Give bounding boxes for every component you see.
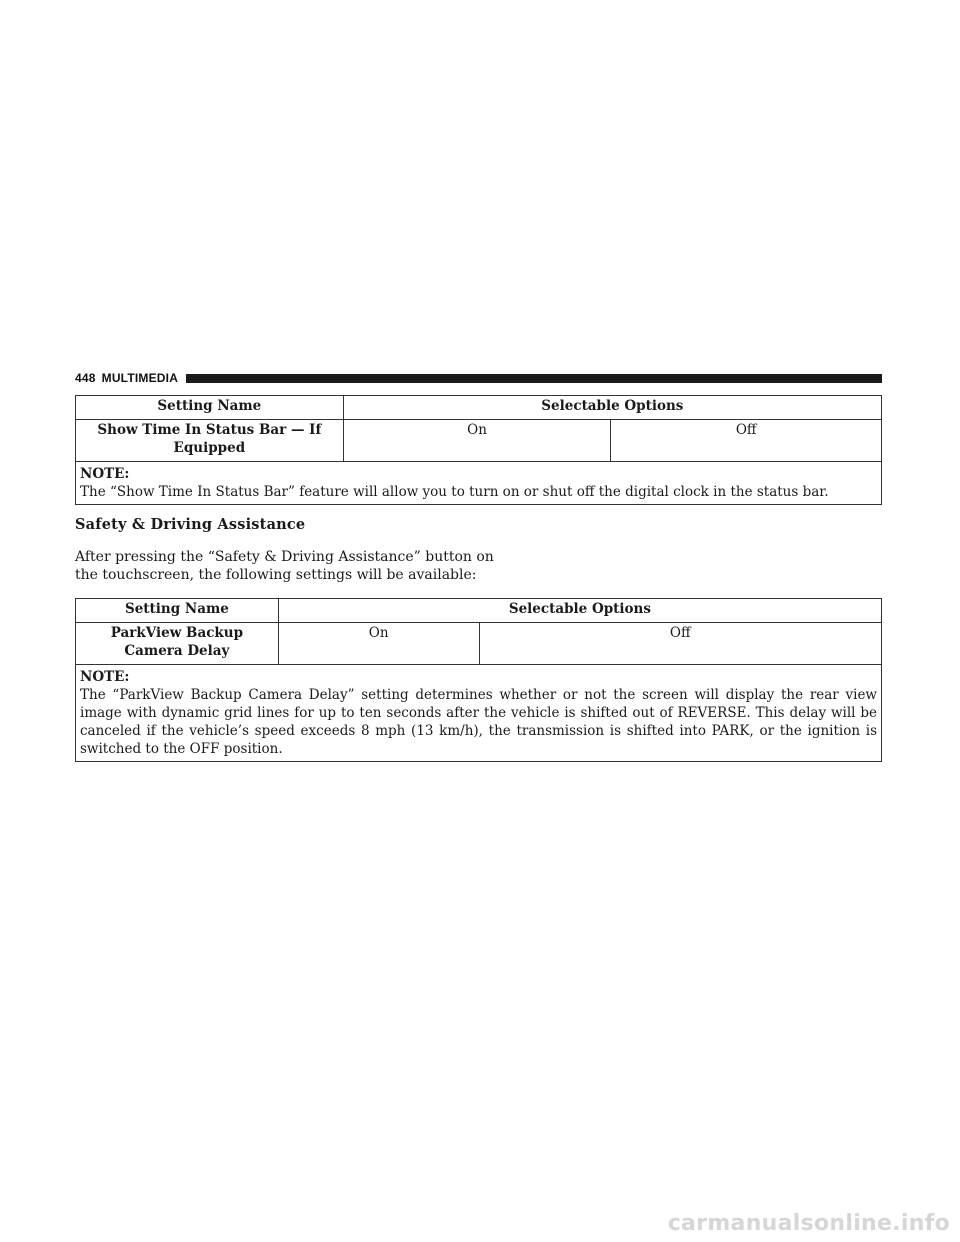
intro-line: the touchscreen, the following settings will be available:	[75, 567, 477, 583]
intro-line: After pressing the “Safety & Driving Assistance” button on	[75, 549, 494, 565]
watermark: carmanualsonline.info	[667, 1211, 950, 1236]
column-header-selectable-options: Selectable Options	[343, 396, 881, 420]
note-label: NOTE:	[80, 466, 130, 482]
note-row	[76, 665, 882, 762]
note-cell	[76, 665, 882, 762]
option-off-cell: Off	[611, 420, 882, 462]
note-row	[76, 462, 882, 505]
column-header-selectable-options: Selectable Options	[278, 599, 881, 623]
column-header-setting-name: Setting Name	[76, 396, 344, 420]
setting-name-cell: Show Time In Status Bar — If Equipped	[76, 420, 344, 462]
note-text: The “Show Time In Status Bar” feature will allow you to turn on or shut off the digital clock in the status bar.	[80, 484, 829, 500]
header-rule	[186, 374, 882, 383]
setting-name-cell: ParkView Backup Camera Delay	[76, 623, 279, 665]
column-header-setting-name: Setting Name	[76, 599, 279, 623]
section-title: MULTIMEDIA	[101, 371, 179, 385]
table-row	[76, 623, 882, 665]
option-off-cell: Off	[479, 623, 881, 665]
section-heading: Safety & Driving Assistance	[75, 516, 306, 533]
page-number: 448	[75, 371, 96, 385]
table-header-row	[76, 599, 882, 623]
note-text: The “ParkView Backup Camera Delay” setting determines whether or not the screen will display the rear view image with dynamic grid lines for up to ten seconds after the vehicle is shifted out of REVERSE. This delay will be canceled if the vehicle’s speed exceeds 8 mph (13 km/h), the transmission is shifted into PARK, or the ignition is switched to the OFF position.	[80, 687, 877, 757]
settings-table-safety	[75, 598, 882, 762]
note-label: NOTE:	[80, 669, 130, 685]
option-on-cell: On	[343, 420, 611, 462]
note-cell	[76, 462, 882, 505]
table-header-row	[76, 396, 882, 420]
option-on-cell: On	[278, 623, 479, 665]
intro-paragraph	[75, 548, 495, 584]
page-header	[75, 370, 882, 386]
table-row	[76, 420, 882, 462]
settings-table-display	[75, 395, 882, 505]
